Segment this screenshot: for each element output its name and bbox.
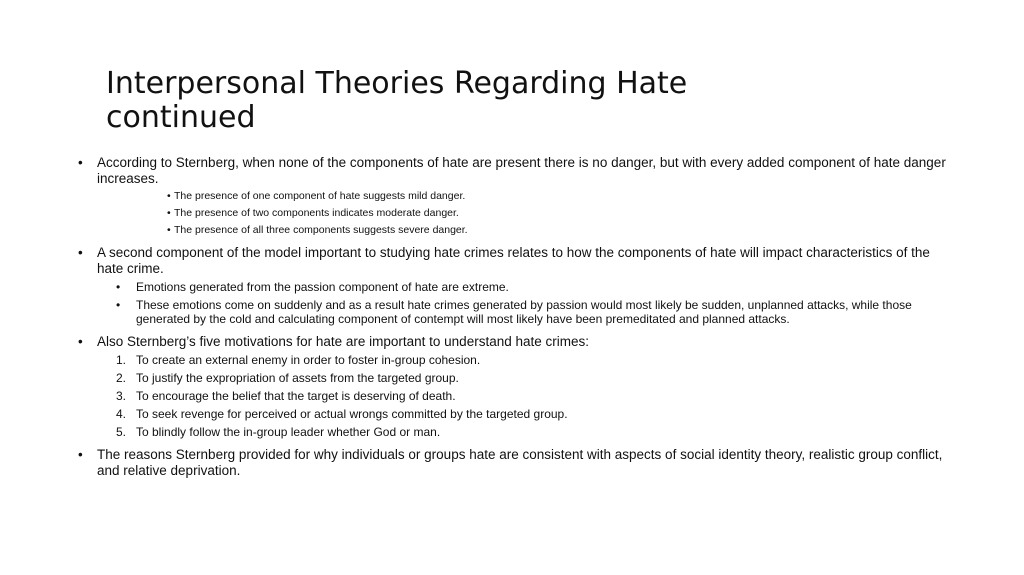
bullet-icon: • (167, 224, 171, 236)
slide-body (78, 155, 958, 482)
bullet-icon: • (167, 190, 171, 202)
numbered-item (78, 353, 958, 367)
item-number: 1. (116, 353, 127, 367)
numbered-item (78, 389, 958, 403)
sub-bullet-text: The presence of two components indicates moderate danger. (174, 207, 459, 219)
slide-title-line-1: Interpersonal Theories Regarding Hate (106, 66, 688, 101)
bullet-text: According to Sternberg, when none of the components of hate are present there is no danger, but with every added component of hate danger increases. (97, 155, 946, 186)
bullet-point (78, 334, 958, 350)
bullet-icon: • (78, 155, 83, 170)
sub-bullet-text: Emotions generated from the passion component of hate are extreme. (136, 280, 509, 294)
item-number: 2. (116, 371, 127, 385)
numbered-list (78, 353, 958, 439)
bullet-point (78, 447, 958, 479)
sub-bullet-text: These emotions come on suddenly and as a result hate crimes generated by passion would most likely be sudden, unplanned attacks, while those generated by the cold and calculating component of contempt will most likely have been premeditated and planned attacks. (136, 298, 912, 326)
sub-list (78, 280, 958, 326)
item-number: 4. (116, 407, 127, 421)
sub-bullet-point (78, 207, 958, 220)
numbered-item (78, 371, 958, 385)
numbered-item (78, 407, 958, 421)
sub-bullet-point (78, 280, 958, 294)
bullet-icon: • (167, 207, 171, 219)
item-number: 3. (116, 389, 127, 403)
bullet-icon: • (116, 298, 121, 312)
slide-title-line-2: continued (106, 100, 256, 135)
bullet-point (78, 245, 958, 277)
slide-title (106, 67, 826, 135)
sub-bullet-point (78, 224, 958, 237)
bullet-icon: • (78, 447, 83, 462)
sub-bullet-point (78, 298, 958, 326)
sub-bullet-point (78, 190, 958, 203)
numbered-item-text: To encourage the belief that the target is deserving of death. (136, 389, 456, 403)
numbered-item-text: To create an external enemy in order to foster in-group cohesion. (136, 353, 481, 367)
bullet-point (78, 155, 958, 187)
numbered-item-text: To justify the expropriation of assets from the targeted group. (136, 371, 459, 385)
bullet-text: The reasons Sternberg provided for why individuals or groups hate are consistent with aspects of social identity theory, realistic group conflict, and relative deprivation. (97, 447, 943, 478)
bullet-icon: • (116, 280, 121, 294)
numbered-item-text: To blindly follow the in-group leader whether God or man. (136, 425, 441, 439)
numbered-item-text: To seek revenge for perceived or actual wrongs committed by the targeted group. (136, 407, 568, 421)
bullet-icon: • (78, 245, 83, 260)
sub-list (78, 190, 958, 237)
bullet-text: Also Sternberg’s five motivations for hate are important to understand hate crimes: (97, 334, 589, 349)
item-number: 5. (116, 425, 127, 439)
bullet-icon: • (78, 334, 83, 349)
sub-bullet-text: The presence of one component of hate suggests mild danger. (174, 190, 466, 202)
numbered-item (78, 425, 958, 439)
bullet-text: A second component of the model important to studying hate crimes relates to how the components of hate will impact characteristics of the hate crime. (97, 245, 930, 276)
sub-bullet-text: The presence of all three components suggests severe danger. (174, 224, 468, 236)
